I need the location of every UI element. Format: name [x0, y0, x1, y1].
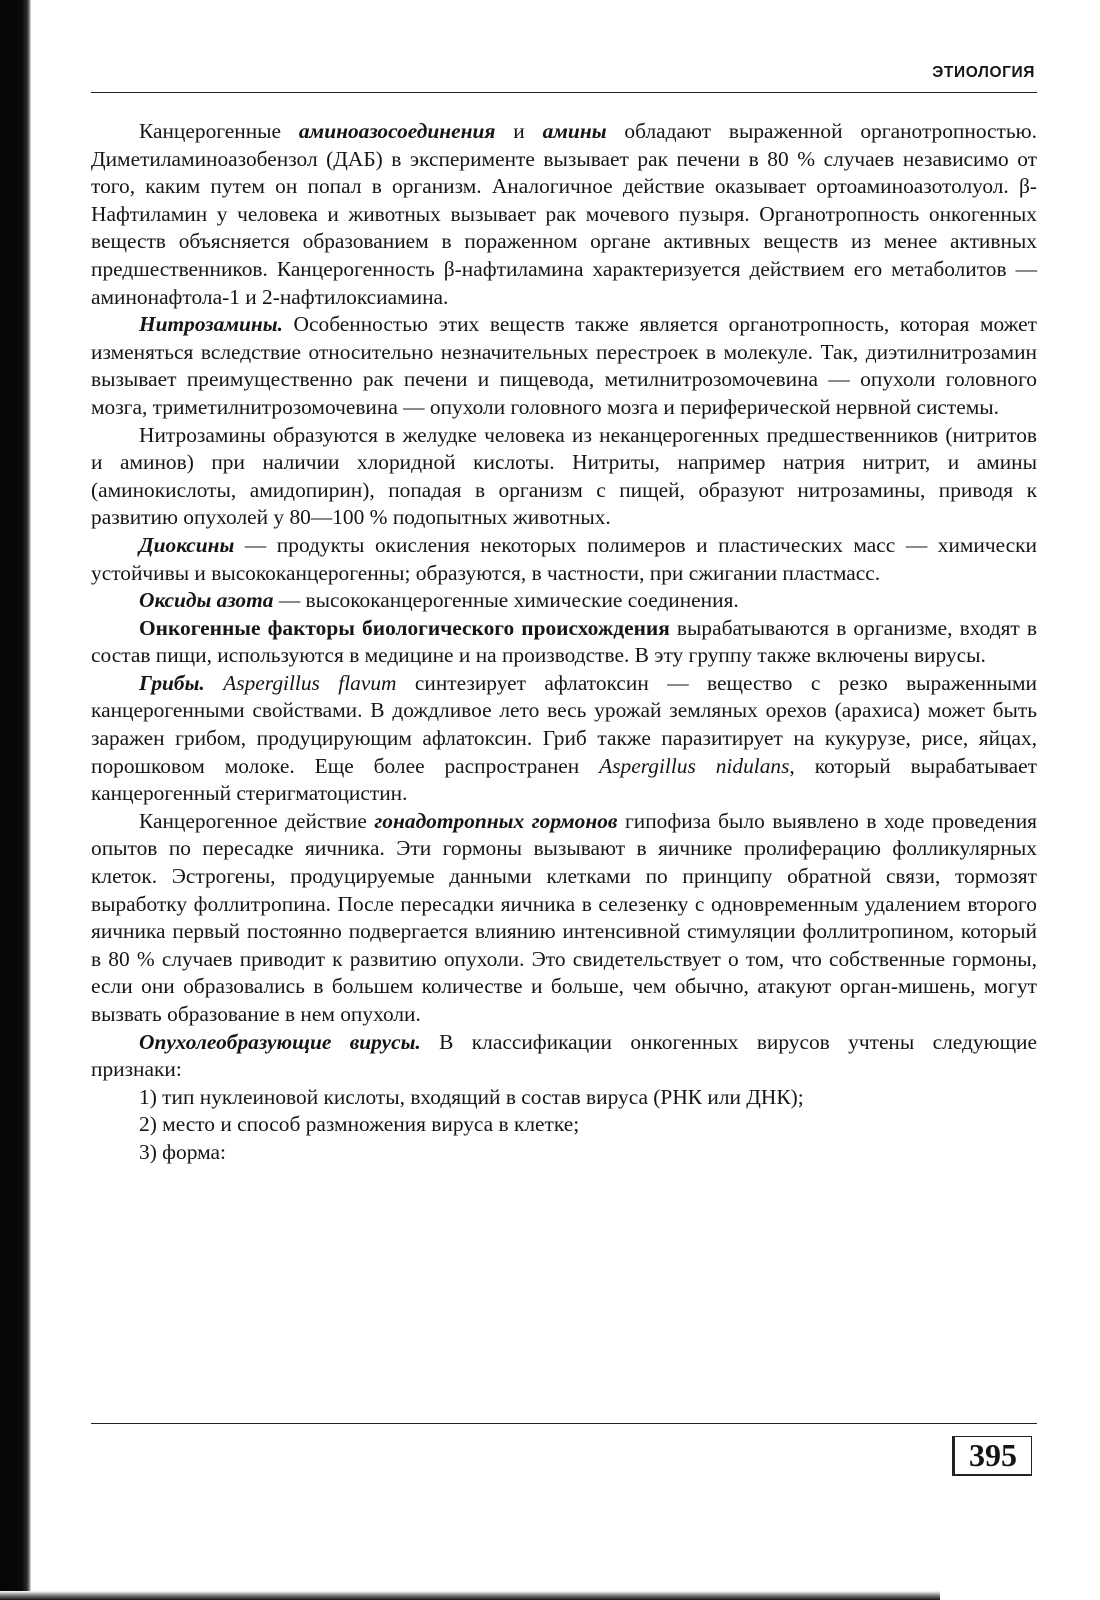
paragraph-nitrosamines — [91, 311, 1037, 421]
species-aspergillus-nidulans: Aspergillus nidulans — [599, 753, 790, 778]
paragraph-viruses — [91, 1029, 1037, 1084]
text-run: гипофиза было выявлено в ходе проведения опытов по пересадке яичника. Эти гормоны вызывают в яичнике пролиферацию фолликулярных клеток. Эстрогены, продуцируемые данными клетками по принципу обратной связи, тормозят выработку фоллитропина. После пересадки яичника в селезенку с одновременным удалением второго яичника первый постоянно подвергается влиянию интенсивной стимуляции фоллитропином, который в 80 % случаев приводит к развитию опухоли. Это свидетельствует о том, что собственные гормоны, если они образовались в большем количестве и больше, чем обычно, атакуют орган-мишень, могут вызвать образование в нем опухоли. — [91, 808, 1038, 1026]
text-run: обладают выраженной органотропностью. Диметиламиноазобензол (ДАБ) в эксперименте вызывает рак печени в 80 % случаев независимо от того, каким путем он попал в организм. Аналогичное действие оказывает ортоаминоазотолуол. β-Нафтиламин у человека и животных вызывает рак мочевого пузыря. Органотропность онкогенных веществ объясняется образованием в пораженном органе активных веществ из менее активных предшественников. Канцерогенность β-нафтиламина характеризуется действием его метаболитов — аминонафтола-1 и 2-нафтилоксиамина. — [91, 119, 1037, 309]
criteria-list — [91, 1084, 1037, 1167]
species-aspergillus-flavum: Aspergillus flavum — [223, 670, 397, 695]
term-viruses: Опухолеобразующие вирусы. — [139, 1029, 421, 1054]
text-run: Особенностью этих веществ также является органотропность, которая может изменяться вследствие относительно незначительных перестроек в молекуле. Так, диэтилнитрозамин вызывает преимущественно рак печени и пищевода, метилнитрозомочевина — опухоли головного мозга, триметилнитрозомочевина — опухоли головного мозга и периферической нервной системы. — [91, 312, 1037, 419]
paragraph-nitrogen-oxides — [91, 587, 1037, 615]
term-fungi: Грибы. — [139, 670, 205, 695]
text-run: Канцерогенные — [139, 119, 299, 143]
list-item: 2) место и способ размножения вируса в клетке; — [139, 1112, 580, 1137]
paragraph-gonadotropins — [91, 808, 1037, 1029]
term-gonadotropins: гонадотропных гормонов — [374, 808, 618, 833]
term-biological-factors: Онкогенные факторы биологического происхождения — [139, 615, 670, 640]
text-run: — высококанцерогенные химические соединения. — [273, 588, 739, 613]
list-item: 1) тип нуклеиновой кислоты, входящий в состав вируса (РНК или ДНК); — [139, 1084, 804, 1109]
term-aminoazo: аминоазосоединения — [298, 119, 496, 143]
paragraph-nitrosamine-formation: Нитрозамины образуются в желудке человека из неканцерогенных предшественников (нитритов и аминов) при наличии хлоридной кислоты. Нитриты, например натрия нитрит, и амины (аминокислоты, амидопирин), попадая в организм с пищей, образуют нитрозамины, приводя к развитию опухолей у 80—100 % подопытных животных. — [91, 422, 1037, 530]
paragraph-dioxins — [91, 532, 1037, 587]
page-header — [91, 62, 1037, 93]
text-run: вырабатываются в организме, входят в состав пищи, используются в медицине и на производстве. В эту группу также включены вирусы. — [91, 615, 1037, 668]
term-nitrosamines: Нитрозамины. — [139, 312, 283, 337]
term-dioxins: Диоксины — [139, 532, 235, 557]
text-run — [205, 671, 223, 695]
body-text — [91, 118, 1037, 1167]
paragraph-aminoazo — [91, 118, 1037, 311]
binding-shadow — [0, 0, 31, 1600]
text-run: — продукты окисления некоторых полимеров и пластических масс — химически устойчивы и высококанцерогенны; образуются, в частности, при сжигании пластмасс. — [91, 532, 1037, 585]
text-run: и — [495, 119, 543, 143]
running-head: ЭТИОЛОГИЯ — [932, 64, 1035, 81]
page-number: 395 — [952, 1436, 1032, 1476]
text-run: , который вырабатывает канцерогенный стеригматоцистин. — [91, 753, 1037, 806]
text-run: синтезирует афлатоксин — вещество с резко выраженными канцерогенными свойствами. В дождливое лето весь урожай земляных орехов (арахиса) может быть заражен грибом, продуцирующим афлатоксин. Гриб также паразитирует на кукурузе, рисе, яйцах, порошковом молоке. Еще более распространен — [91, 670, 1037, 778]
paragraph-fungi — [91, 670, 1037, 808]
footer-rule — [91, 1423, 1037, 1424]
bottom-scan-edge — [0, 1591, 940, 1600]
text-run: В классификации онкогенных вирусов учтены следующие признаки: — [91, 1029, 1037, 1082]
paragraph-biological-factors — [91, 615, 1037, 670]
term-amines: амины — [542, 119, 607, 143]
term-nitrogen-oxides: Оксиды азота — [139, 588, 274, 613]
list-item: 3) форма: — [139, 1139, 226, 1164]
text-run: Канцерогенное действие — [139, 808, 375, 833]
